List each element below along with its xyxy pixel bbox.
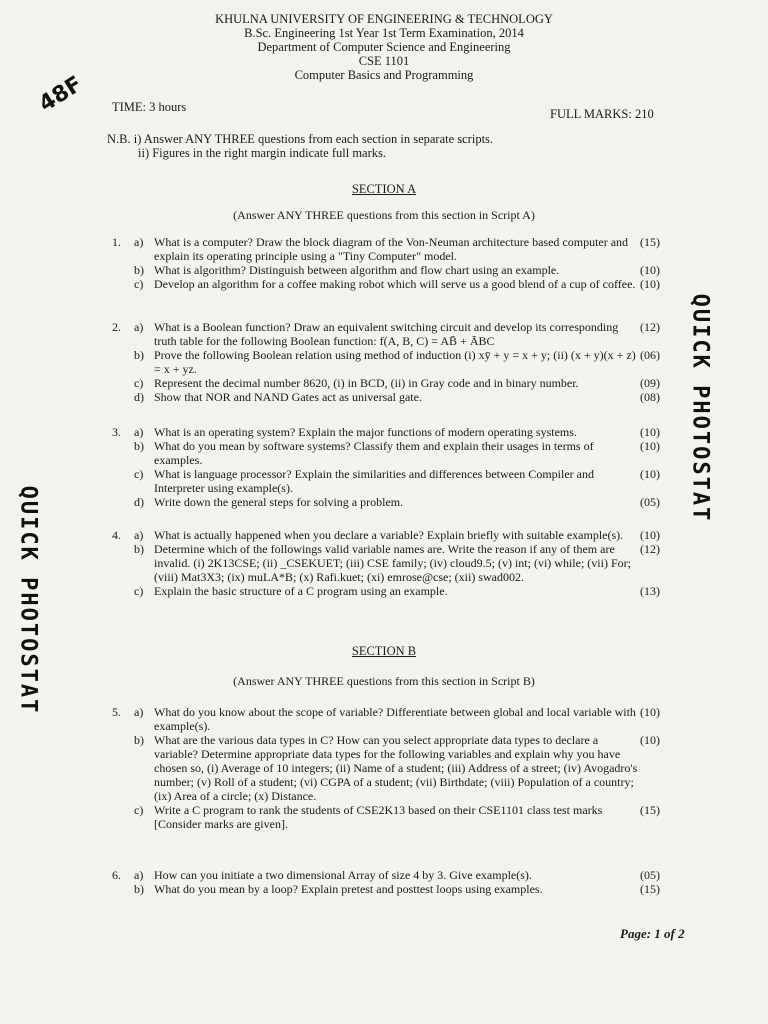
full-marks: FULL MARKS: 210: [550, 107, 654, 121]
marks: (12): [640, 320, 660, 334]
marks: (12): [640, 542, 660, 556]
section-b-title: SECTION B: [351, 644, 417, 658]
question-text: What do you mean by a loop? Explain pretest and posttest loops using examples.: [154, 882, 543, 896]
marks: (10): [640, 263, 660, 277]
question-text: What is an operating system? Explain the major functions of modern operating systems.: [154, 425, 577, 439]
question-text: What is actually happened when you declare a variable? Explain briefly with suitable example(s).: [154, 528, 624, 542]
marks: (08): [640, 390, 660, 404]
marks: (10): [640, 705, 660, 719]
marks: (10): [640, 439, 660, 453]
question-3: 3. a) What is an operating system? Explain the major functions of modern operating systems. (10) b) What do you mean by software systems? Classify them and explain their usages in terms of examples. (10) c) What is language processor? Explain the similarities and differences between Compiler and Interpreter using example(s). (10) d) Write down the general steps for solving a problem. (05): [112, 425, 660, 509]
question-text: Show that NOR and NAND Gates act as universal gate.: [154, 390, 422, 404]
photostat-stamp-left: QUICK PHOTOSTAT: [15, 485, 41, 715]
question-text: Represent the decimal number 8620, (i) in BCD, (ii) in Gray code and in binary number.: [154, 376, 579, 390]
marks: (05): [640, 495, 660, 509]
marks: (06): [640, 348, 660, 362]
university-name: KHULNA UNIVERSITY OF ENGINEERING & TECHNOLOGY: [215, 12, 553, 26]
question-text: What is language processor? Explain the similarities and differences between Compiler and Interpreter using example(s).: [154, 467, 594, 495]
question-4: 4. a) What is actually happened when you declare a variable? Explain briefly with suitable example(s). (10) b) Determine which of the followings valid variable names are. Write the reason if any of them are invalid. (i) 2K13CSE; (ii) _CSEKUET; (iii) CSE family; (iv) cloud9.5; (v) int; (vi) while; (vii) For; (viii) Mat3X3; (ix) muLA*B; (x) Rafi.kuet; (xi) emrose@cse; (xii) swad002. (12) c) Explain the basic structure of a C program using an example. (13): [112, 528, 660, 598]
question-text: What is algorithm? Distinguish between algorithm and flow chart using an example.: [154, 263, 560, 277]
question-text: What is a Boolean function? Draw an equivalent switching circuit and develop its corresponding truth table for the following Boolean function: f(A, B, C) = AB̄ + ĀBC: [154, 320, 619, 348]
nb-note-2: ii) Figures in the right margin indicate full marks.: [138, 146, 386, 160]
section-a-instruction: (Answer ANY THREE questions from this section in Script A): [233, 208, 535, 222]
photostat-stamp-right: QUICK PHOTOSTAT: [687, 293, 713, 523]
marks: (05): [640, 868, 660, 882]
exam-title: B.Sc. Engineering 1st Year 1st Term Examination, 2014: [244, 26, 524, 40]
page-number: Page: 1 of 2: [620, 926, 685, 941]
marks: (13): [640, 584, 660, 598]
nb-note-1: N.B. i) Answer ANY THREE questions from each section in separate scripts.: [107, 132, 494, 146]
marks: (10): [640, 733, 660, 747]
question-6: 6. a) How can you initiate a two dimensional Array of size 4 by 3. Give example(s). (05) b) What do you mean by a loop? Explain pretest and posttest loops using examples. (15): [112, 868, 660, 896]
question-text: What do you know about the scope of variable? Differentiate between global and local variable with example(s).: [154, 705, 636, 733]
question-text: Write down the general steps for solving a problem.: [154, 495, 404, 509]
question-5: 5. a) What do you know about the scope of variable? Differentiate between global and local variable with example(s). (10) b) What are the various data types in C? How can you select appropriate data types to declare a variable? Determine appropriate data types for the following variables and explain why you have chosen so, (i) Average of 10 integers; (ii) Name of a student; (iii) Address of a street; (iv) Avogadro's number; (v) Roll of a student; (vi) CGPA of a student; (vii) Birthdate; (viii) Population of a country; (ix) Area of a circle; (x) Distance. (10) c) Write a C program to rank the students of CSE2K13 based on their CSE1101 class test marks [Consider marks are given]. (15): [112, 705, 660, 831]
question-text: What is a computer? Draw the block diagram of the Von-Neuman architecture based computer and explain its operating principle using a "Tiny Computer" model.: [154, 235, 629, 263]
marks: (15): [640, 803, 660, 817]
question-2: 2. a) What is a Boolean function? Draw an equivalent switching circuit and develop its corresponding truth table for the following Boolean function: f(A, B, C) = AB̄ + ĀBC (12) b) Prove the following Boolean relation using method of induction (i) xȳ + y = x + y; (ii) (x + y)(x + z) = x + yz. (06) c) Represent the decimal number 8620, (i) in BCD, (ii) in Gray code and in binary number. (09) d) Show that NOR and NAND Gates act as universal gate. (08): [112, 320, 660, 404]
question-text: Develop an algorithm for a coffee making robot which will serve us a good blend of a cup of coffee.: [154, 277, 636, 291]
marks: (15): [640, 882, 660, 896]
question-text: What are the various data types in C? How can you select appropriate data types to declare a variable? Determine appropriate data types for the following variables and explain why you have chosen so, (i) Average of 10 integers; (ii) Name of a student; (iii) Address of a street; (iv) Avogadro's number; (v) Roll of a student; (vi) CGPA of a student; (vii) Birthdate; (viii) Population of a country; (ix) Area of a circle; (x) Distance.: [154, 733, 638, 803]
department: Department of Computer Science and Engineering: [257, 40, 511, 54]
marks: (10): [640, 467, 660, 481]
question-text: What do you mean by software systems? Classify them and explain their usages in terms of examples.: [154, 439, 594, 467]
marks: (10): [640, 277, 660, 291]
handwritten-note: 48F: [34, 71, 87, 118]
course-code: CSE 1101: [358, 54, 410, 68]
question-text: How can you initiate a two dimensional Array of size 4 by 3. Give example(s).: [154, 868, 532, 882]
marks: (10): [640, 425, 660, 439]
question-text: Write a C program to rank the students of CSE2K13 based on their CSE1101 class test marks [Consider marks are given].: [154, 803, 603, 831]
question-text: Explain the basic structure of a C program using an example.: [154, 584, 448, 598]
question-text: Prove the following Boolean relation using method of induction (i) xȳ + y = x + y; (ii) (x + y)(x + z) = x + yz.: [154, 348, 636, 376]
marks: (10): [640, 528, 660, 542]
course-title: Computer Basics and Programming: [294, 68, 474, 82]
marks: (09): [640, 376, 660, 390]
question-text: Determine which of the followings valid variable names are. Write the reason if any of them are invalid. (i) 2K13CSE; (ii) _CSEKUET; (iii) CSE family; (iv) cloud9.5; (v) int; (vi) while; (vii) For; (viii) Mat3X3; (ix) muLA*B; (x) Rafi.kuet; (xi) emrose@cse; (xii) swad002.: [154, 542, 631, 584]
marks: (15): [640, 235, 660, 249]
section-a-title: SECTION A: [351, 182, 417, 196]
question-1: 1. a) What is a computer? Draw the block diagram of the Von-Neuman architecture based computer and explain its operating principle using a "Tiny Computer" model. (15) b) What is algorithm? Distinguish between algorithm and flow chart using an example. (10) c) Develop an algorithm for a coffee making robot which will serve us a good blend of a cup of coffee. (10): [112, 235, 660, 291]
section-b-instruction: (Answer ANY THREE questions from this section in Script B): [233, 674, 535, 688]
exam-time: TIME: 3 hours: [112, 100, 187, 114]
